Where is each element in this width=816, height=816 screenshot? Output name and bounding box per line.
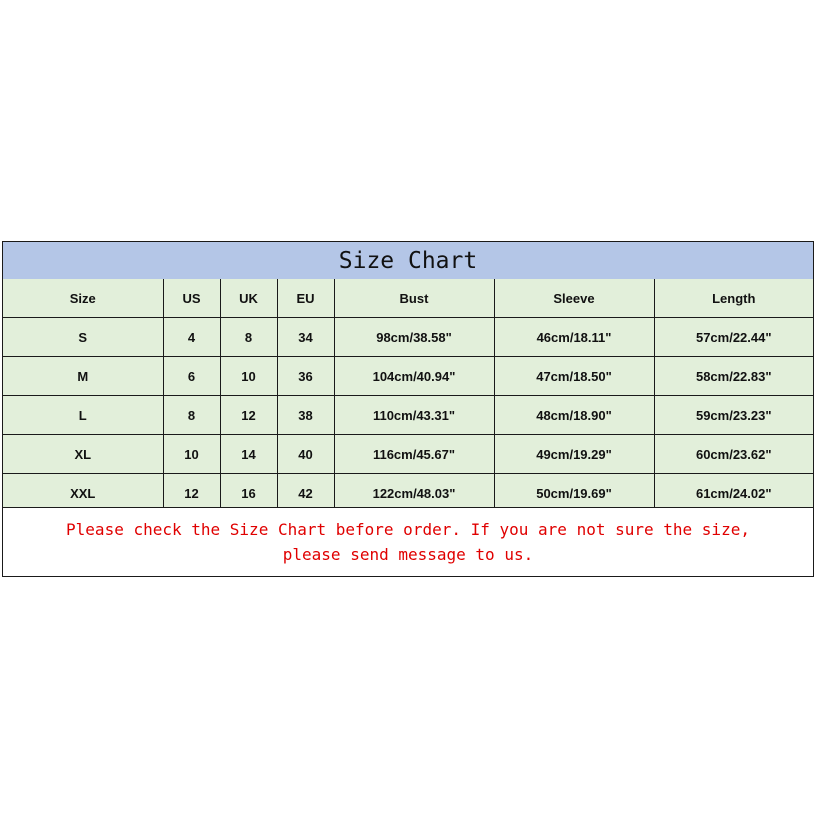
cell-uk: 8 (220, 318, 277, 357)
column-header-size: Size (3, 279, 163, 318)
note-line-1: Please check the Size Chart before order. If you are not sure the size, (66, 520, 750, 539)
cell-size: XL (3, 435, 163, 474)
column-header-sleeve: Sleeve (494, 279, 654, 318)
size-advice-note (3, 507, 813, 576)
note-line-2: please send message to us. (282, 545, 534, 564)
cell-size: S (3, 318, 163, 357)
cell-uk: 10 (220, 357, 277, 396)
size-chart-title: Size Chart (3, 242, 813, 280)
cell-eu: 42 (277, 474, 334, 513)
cell-sleeve: 47cm/18.50" (494, 357, 654, 396)
column-header-bust: Bust (334, 279, 494, 318)
column-header-length: Length (654, 279, 813, 318)
cell-uk: 12 (220, 396, 277, 435)
cell-eu: 36 (277, 357, 334, 396)
cell-eu: 34 (277, 318, 334, 357)
cell-us: 12 (163, 474, 220, 513)
cell-length: 58cm/22.83" (654, 357, 813, 396)
cell-sleeve: 46cm/18.11" (494, 318, 654, 357)
table-row (3, 318, 813, 357)
column-header-eu: EU (277, 279, 334, 318)
size-table (3, 279, 813, 513)
cell-sleeve: 50cm/19.69" (494, 474, 654, 513)
cell-bust: 116cm/45.67" (334, 435, 494, 474)
column-header-us: US (163, 279, 220, 318)
cell-size: L (3, 396, 163, 435)
cell-us: 6 (163, 357, 220, 396)
cell-eu: 40 (277, 435, 334, 474)
table-row (3, 357, 813, 396)
cell-eu: 38 (277, 396, 334, 435)
cell-size: XXL (3, 474, 163, 513)
table-row (3, 435, 813, 474)
cell-length: 61cm/24.02" (654, 474, 813, 513)
column-header-uk: UK (220, 279, 277, 318)
cell-length: 59cm/23.23" (654, 396, 813, 435)
cell-sleeve: 48cm/18.90" (494, 396, 654, 435)
size-chart (2, 241, 814, 577)
cell-size: M (3, 357, 163, 396)
cell-us: 8 (163, 396, 220, 435)
cell-bust: 98cm/38.58" (334, 318, 494, 357)
cell-bust: 110cm/43.31" (334, 396, 494, 435)
cell-uk: 16 (220, 474, 277, 513)
table-header-row (3, 279, 813, 318)
cell-bust: 122cm/48.03" (334, 474, 494, 513)
cell-us: 4 (163, 318, 220, 357)
cell-length: 60cm/23.62" (654, 435, 813, 474)
cell-sleeve: 49cm/19.29" (494, 435, 654, 474)
table-row (3, 396, 813, 435)
cell-bust: 104cm/40.94" (334, 357, 494, 396)
cell-us: 10 (163, 435, 220, 474)
cell-uk: 14 (220, 435, 277, 474)
cell-length: 57cm/22.44" (654, 318, 813, 357)
